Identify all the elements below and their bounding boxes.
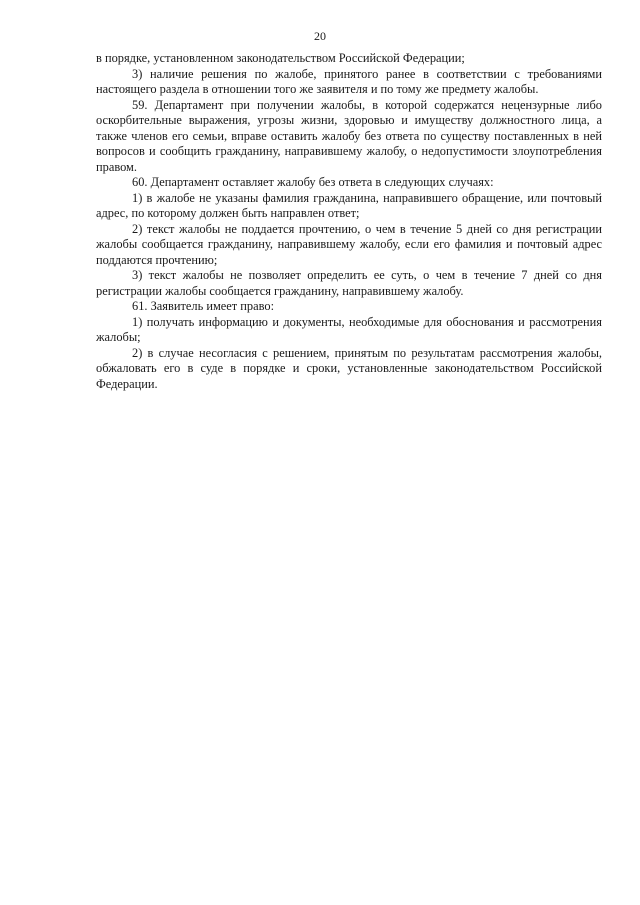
page-number: 20 bbox=[314, 29, 326, 43]
paragraph-60-item-2: 2) текст жалобы не поддается прочтению, о чем в течение 5 дней со дня регистрации жалобы сообщается гражданину, направившему жалобу, если его фамилия и почтовый адрес поддаются прочтению; bbox=[96, 221, 602, 267]
paragraph-60-item-1: 1) в жалобе не указаны фамилия гражданина, направившего обращение, или почтовый адрес, по которому должен быть направлен ответ; bbox=[96, 190, 602, 220]
paragraph-59: 59. Департамент при получении жалобы, в которой содержатся нецензурные либо оскорбительные выражения, угрозы жизни, здоровью и имуществу должностного лица, а также членов его семьи, вправе оставить жалобу без ответа по существу поставленных в ней вопросов и сообщить гражданину, направившему жалобу, о недопустимости злоупотребления правом. bbox=[96, 97, 602, 174]
paragraph-60: 60. Департамент оставляет жалобу без ответа в следующих случаях: bbox=[132, 175, 494, 189]
paragraph-item-3-prior-decision: 3) наличие решения по жалобе, принятого ранее в соответствии с требованиями настоящего раздела в отношении того же заявителя и по тому же предмету жалобы. bbox=[96, 66, 602, 96]
paragraph-continuation: в порядке, установленном законодательством Российской Федерации; bbox=[96, 51, 465, 65]
paragraph-61-item-1: 1) получать информацию и документы, необходимые для обоснования и рассмотрения жалобы; bbox=[96, 314, 602, 344]
paragraph-60-item-3: 3) текст жалобы не позволяет определить ее суть, о чем в течение 7 дней со дня регистрации жалобы сообщается гражданину, направившему жалобу. bbox=[96, 268, 602, 298]
paragraph-61-item-2: 2) в случае несогласия с решением, принятым по результатам рассмотрения жалобы, обжаловать его в суде в порядке и сроки, установленные законодательством Российской Федерации. bbox=[96, 345, 602, 391]
paragraph-61: 61. Заявитель имеет право: bbox=[132, 299, 275, 313]
document-body bbox=[96, 51, 602, 392]
